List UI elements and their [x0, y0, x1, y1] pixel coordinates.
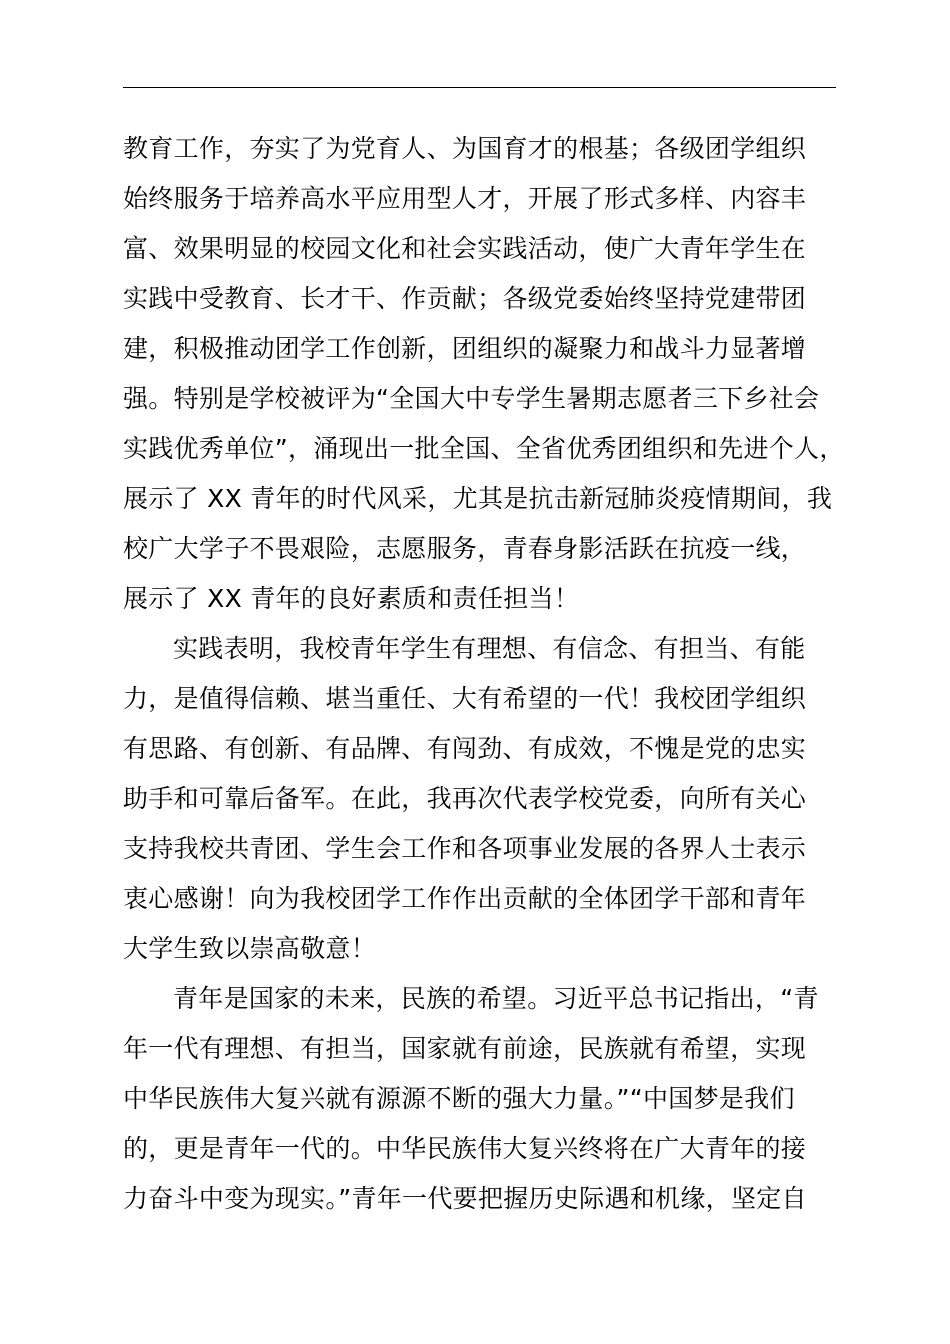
header-rule	[123, 87, 836, 88]
paragraph-line: 力，是值得信赖、堪当重任、大有希望的一代！我校团学组织	[123, 684, 807, 713]
paragraph-line: 中华民族伟大复兴就有源源不断的强大力量。”“中国梦是我们	[123, 1084, 795, 1113]
paragraph-line: 富、效果明显的校园文化和社会实践活动，使广大青年学生在	[123, 234, 807, 263]
paragraph-line: 建，积极推动团学工作创新，团组织的凝聚力和战斗力显著增	[123, 334, 807, 363]
paragraph-line: 校广大学子不畏艰险，志愿服务，青春身影活跃在抗疫一线，	[123, 534, 807, 563]
paragraph-line: 强。特别是学校被评为“全国大中专学生暑期志愿者三下乡社会	[123, 384, 820, 413]
paragraph-line: 实践优秀单位”，涌现出一批全国、全省优秀团组织和先进个人，	[123, 434, 845, 463]
paragraph-line: 实践中受教育、长才干、作贡献；各级党委始终坚持党建带团	[123, 284, 807, 313]
paragraph-line: 有思路、有创新、有品牌、有闯劲、有成效，不愧是党的忠实	[123, 734, 807, 763]
paragraph-line: 大学生致以崇高敬意！	[123, 934, 377, 963]
paragraph-line: 教育工作，夯实了为党育人、为国育才的根基；各级团学组织	[123, 134, 807, 163]
paragraph-line: 展示了 XX 青年的时代风采，尤其是抗击新冠肺炎疫情期间，我	[123, 484, 833, 513]
paragraph-line: 展示了 XX 青年的良好素质和责任担当！	[123, 584, 580, 613]
paragraph-line: 助手和可靠后备军。在此，我再次代表学校党委，向所有关心	[123, 784, 807, 813]
paragraph-line: 年一代有理想、有担当，国家就有前途，民族就有希望，实现	[123, 1034, 807, 1063]
paragraph-line: 力奋斗中变为现实。”青年一代要把握历史际遇和机缘，坚定自	[123, 1184, 807, 1213]
paragraph-line: 的，更是青年一代的。中华民族伟大复兴终将在广大青年的接	[123, 1134, 807, 1163]
paragraph-line: 始终服务于培养高水平应用型人才，开展了形式多样、内容丰	[123, 184, 807, 213]
paragraph-first-line: 青年是国家的未来，民族的希望。习近平总书记指出，“青	[173, 984, 819, 1013]
paragraph-line: 支持我校共青团、学生会工作和各项事业发展的各界人士表示	[123, 834, 807, 863]
paragraph-first-line: 实践表明，我校青年学生有理想、有信念、有担当、有能	[173, 634, 806, 663]
paragraph-line: 衷心感谢！向为我校团学工作作出贡献的全体团学干部和青年	[123, 884, 807, 913]
